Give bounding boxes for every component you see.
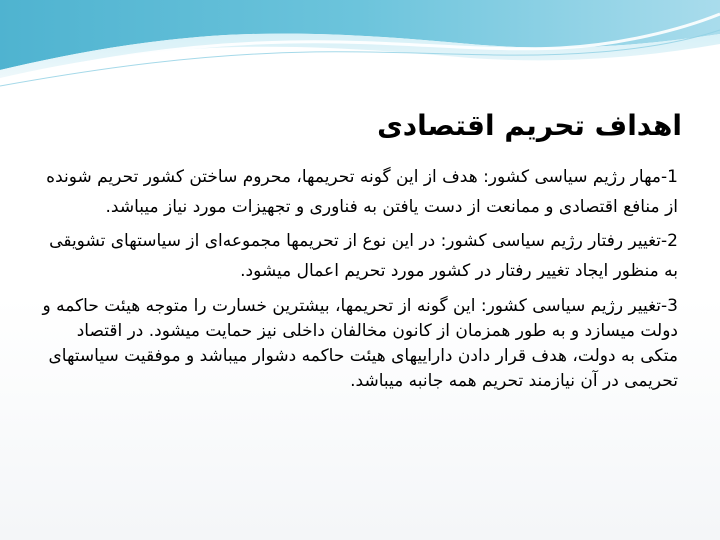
- paragraph-regime-change: 3-تغییر رژیم سیاسی کشور: این گونه از تحریمها، بیشترین خسارت را متوجه هیئت حاکمه و دولت میسازد و به طور همزمان از کانون مخالفان داخلی نیز حمایت میشود. در اقتصاد متکی به دولت، هدف قرار دادن داراییهای هیئت حاکمه دشوار میباشد و موفقیت سیاستهای تحریمی در آن نیازمند تحریم همه جانبه میباشد.: [42, 296, 678, 391]
- paragraph-containment: 1-مهار رژیم سیاسی کشور: هدف از این گونه تحریمها، محروم ساختن کشور تحریم شونده از منافع اقتصادی و ممانعت از دست یافتن به فناوری و تجهیزات مورد نیاز میباشد.: [46, 167, 678, 217]
- paragraph-behavior-change: 2-تغییر رفتار رژیم سیاسی کشور: در این نوع از تحریمها مجموعه‌ای از سیاستهای تشویقی به منظور ایجاد تغییر رفتار در کشور مورد تحریم اعمال میشود.: [49, 231, 678, 281]
- slide-title: اهداف تحریم اقتصادی: [377, 109, 682, 142]
- header-wave-decoration: [0, 0, 720, 110]
- slide-body: [38, 162, 678, 394]
